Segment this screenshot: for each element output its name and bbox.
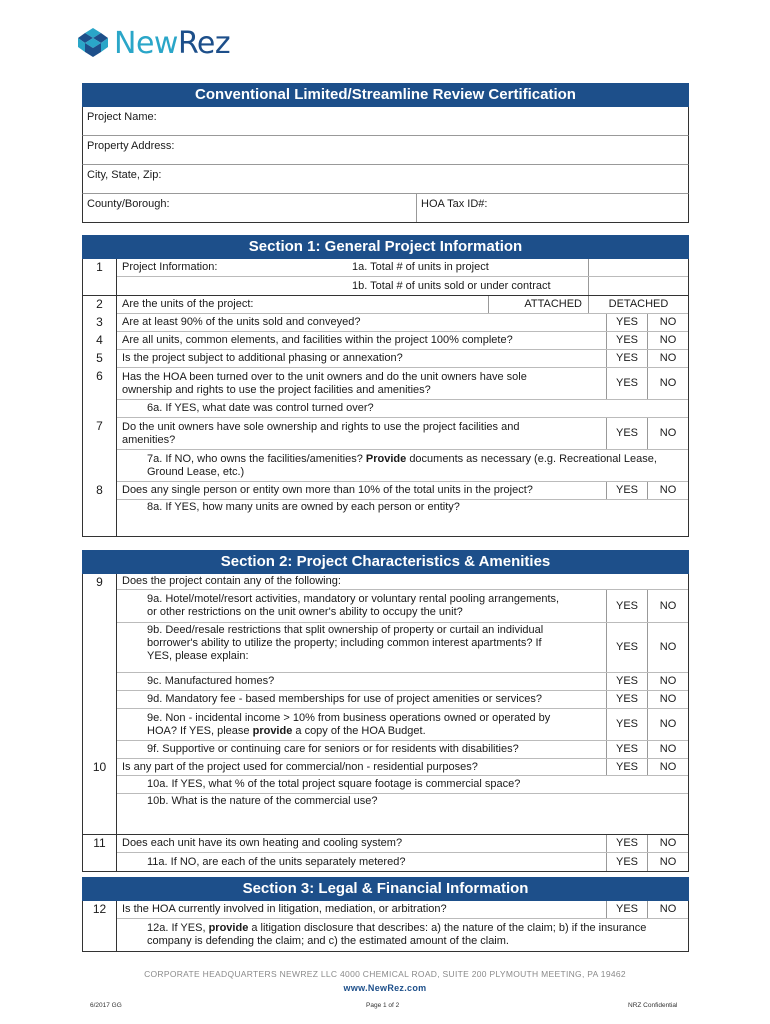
- hoa-tax-id-field[interactable]: HOA Tax ID#:: [421, 198, 488, 210]
- attached-option[interactable]: ATTACHED: [488, 296, 588, 313]
- q9c-no[interactable]: NO: [647, 673, 688, 690]
- q12-yes[interactable]: YES: [606, 901, 647, 918]
- q11a-yes[interactable]: YES: [606, 853, 647, 871]
- footer-url[interactable]: www.NewRez.com: [343, 983, 427, 993]
- section-3-title: Section 3: Legal & Financial Information: [82, 877, 689, 901]
- section-3: Section 3: Legal & Financial Information 12 Is the HOA currently involved in litigation, mediation, or arbitration? YES NO 12a. If YES, provide a litigation disclosure that describes: a) the nature of the claim; b) if the insurance company is defending the claim; and c) the estimated amount of the claim.: [82, 877, 689, 952]
- q6a-date[interactable]: 6a. If YES, what date was control turned over?: [147, 402, 374, 414]
- q8-no[interactable]: NO: [647, 482, 688, 499]
- q9a-yes[interactable]: YES: [606, 590, 647, 622]
- q6-no[interactable]: NO: [647, 368, 688, 399]
- logo-mark-icon: [76, 26, 110, 60]
- q11-yes[interactable]: YES: [606, 835, 647, 852]
- section-2: Section 2: Project Characteristics & Amenities 9 Does the project contain any of the following: 9a. Hotel/motel/resort activities, mandatory or voluntary rental pooling arrangements, or other restrictions on the unit owner's ability to occupy the unit? YES NO 9b. Deed/resale restrictions that split ownership of property or curtail an individual borrower's ability to utilize the property; including common interest apartments? If YES, please explain: YES NO 9c. Manufactured homes? YES NO 9d. Mandatory fee - based memberships for use of project amenities or services? YES NO 9e. Non - incidental income > 10% from business operations owned or operated by HOA? If YES, please provide a copy of the HOA Budget. YES NO 9f. Supportive or continuing care for seniors or for residents with disabilities? YES NO 10 Is any part of the project used for commercial/non - residential purposes? YES NO 10a. If YES, what % of the total project square footage is commercial space? 10b. What is the nature of the commercial use? 11 Does each unit have its own heating and cooling system? YES NO 11a. If NO, are each of the units separately metered? YES NO: [82, 550, 689, 872]
- q9f-no[interactable]: NO: [647, 741, 688, 758]
- q9a-no[interactable]: NO: [647, 590, 688, 622]
- section-1-title: Section 1: General Project Information: [82, 235, 689, 259]
- q9b-yes[interactable]: YES: [606, 623, 647, 672]
- property-address-field[interactable]: Property Address:: [82, 136, 689, 165]
- q10a-percent[interactable]: 10a. If YES, what % of the total project square footage is commercial space?: [147, 778, 521, 790]
- newrez-logo: [76, 22, 230, 64]
- form-title: Conventional Limited/Streamline Review Certification: [82, 83, 689, 107]
- q7-yes[interactable]: YES: [606, 418, 647, 449]
- q9d-no[interactable]: NO: [647, 691, 688, 708]
- q9d-yes[interactable]: YES: [606, 691, 647, 708]
- q9b-no[interactable]: NO: [647, 623, 688, 672]
- q9e-no[interactable]: NO: [647, 709, 688, 740]
- q11-no[interactable]: NO: [647, 835, 688, 852]
- footer-date: 6/2017 GG: [90, 1002, 122, 1009]
- project-name-field[interactable]: Project Name:: [82, 107, 689, 136]
- q9c-yes[interactable]: YES: [606, 673, 647, 690]
- q12-no[interactable]: NO: [647, 901, 688, 918]
- detached-option[interactable]: DETACHED: [588, 296, 688, 313]
- q3-yes[interactable]: YES: [606, 314, 647, 331]
- logo-wordmark: NewRez: [114, 25, 231, 61]
- q10-yes[interactable]: YES: [606, 759, 647, 775]
- q4-yes[interactable]: YES: [606, 332, 647, 349]
- q7-no[interactable]: NO: [647, 418, 688, 449]
- city-state-zip-field[interactable]: City, State, Zip:: [82, 165, 689, 194]
- units-sold-input[interactable]: [588, 277, 688, 295]
- section-1: Section 1: General Project Information 1 Project Information: 1a. Total # of units in project 1b. Total # of units sold or under contract 2 3 4 5 6 Are the units of the project: ATTACHED DETACHED Are at least 90% of the units sold and conveyed? YES NO Are all units, common elements, and facilities within the project 100% complete? YES NO Is the project subject to additional phasing or annexation? YES NO Has the HOA been turned over to the unit owners and do the unit owners have sole ownership and rights to use the project facilities and amenities? YES NO 6a. If YES, what date was control turned over? 7 Do the unit owners have sole ownership and rights to use the project facilities and amenities? YES NO 7a. If NO, who owns the facilities/amenities? Provide documents as necessary (e.g. Recreational Lease, Ground Lease, etc.) 8 Does any single person or entity own more than 10% of the total units in the project? YES NO 8a. If YES, how many units are owned by each person or entity?: [82, 235, 689, 537]
- q5-yes[interactable]: YES: [606, 350, 647, 367]
- footer-address: CORPORATE HEADQUARTERS NEWREZ LLC 4000 CHEMICAL ROAD, SUITE 200 PLYMOUTH MEETING, PA 19462: [144, 969, 626, 979]
- q8-yes[interactable]: YES: [606, 482, 647, 499]
- q9f-yes[interactable]: YES: [606, 741, 647, 758]
- q3-no[interactable]: NO: [647, 314, 688, 331]
- footer-page: Page 1 of 2: [366, 1002, 400, 1009]
- total-units-input[interactable]: [588, 259, 688, 276]
- q10b-nature[interactable]: 10b. What is the nature of the commercial use?: [147, 795, 378, 807]
- q8a-units[interactable]: 8a. If YES, how many units are owned by each person or entity?: [147, 501, 460, 513]
- q11a-no[interactable]: NO: [647, 853, 688, 871]
- q4-no[interactable]: NO: [647, 332, 688, 349]
- q5-no[interactable]: NO: [647, 350, 688, 367]
- project-info-box: [82, 83, 689, 223]
- county-field[interactable]: County/Borough:: [83, 194, 417, 222]
- section-2-title: Section 2: Project Characteristics & Amenities: [82, 550, 689, 574]
- footer-confidential: NRZ Confidential: [628, 1002, 678, 1009]
- q6-yes[interactable]: YES: [606, 368, 647, 399]
- q9e-yes[interactable]: YES: [606, 709, 647, 740]
- q7a-owner[interactable]: 7a. If NO, who owns the facilities/amenities? Provide documents as necessary (e.g. Recreational Lease, Ground Lease, etc.): [147, 452, 657, 478]
- q10-no[interactable]: NO: [647, 759, 688, 775]
